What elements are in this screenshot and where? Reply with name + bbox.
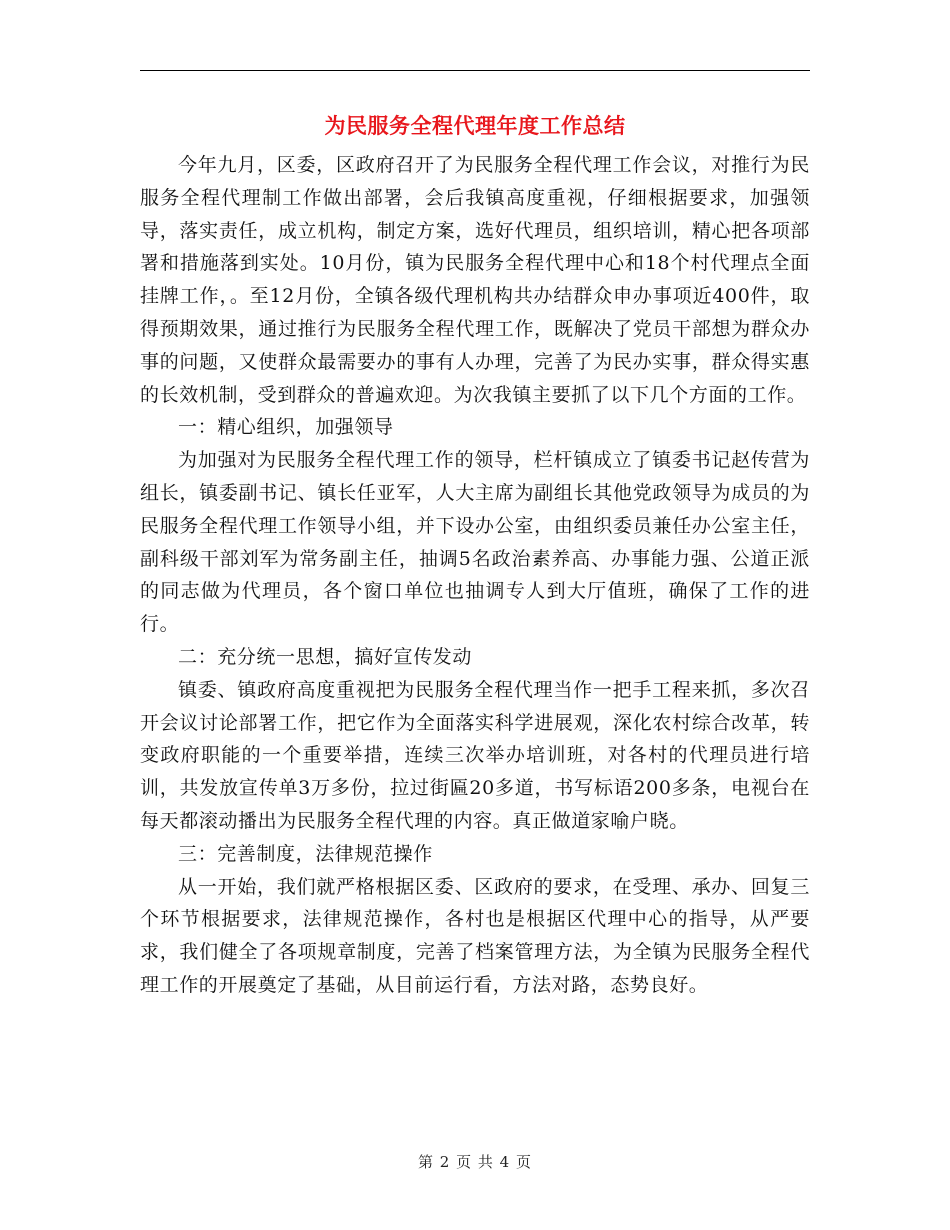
paragraph-section-1: 为加强对为民服务全程代理工作的领导，栏杆镇成立了镇委书记赵传营为组长，镇委副书记、镇长任亚军，人大主席为副组长其他党政领导为成员的为民服务全程代理工作领导小组，并下设办公室，由组织委员兼任办公室主任，副科级干部刘军为常务副主任，抽调5名政治素养高、办事能力强、公道正派的同志做为代理员，各个窗口单位也抽调专人到大厅值班，确保了工作的进行。 <box>140 449 810 636</box>
paragraph-section-2: 镇委、镇政府高度重视把为民服务全程代理当作一把手工程来抓，多次召开会议讨论部署工作，把它作为全面落实科学进展观，深化农村综合改革，转变政府职能的一个重要举措，连续三次举办培训班，对各村的代理员进行培训，共发放宣传单3万多份，拉过街匾20多道，书写标语200多条，电视台在每天都滚动播出为民服务全程代理的内容。真正做道家喻户晓。 <box>140 678 810 832</box>
section-heading-2: 二：充分统一思想，搞好宣传发动 <box>178 645 473 668</box>
section-heading-1: 一：精心组织，加强领导 <box>178 416 394 439</box>
section-heading-3: 三：完善制度，法律规范操作 <box>178 842 433 865</box>
document-title: 为民服务全程代理年度工作总结 <box>324 114 626 138</box>
page-number: 第 2 页 共 4 页 <box>418 1153 532 1171</box>
document-body <box>140 149 810 1002</box>
header-rule <box>140 70 810 71</box>
paragraph-section-3: 从一开始，我们就严格根据区委、区政府的要求，在受理、承办、回复三个环节根据要求，法律规范操作，各村也是根据区代理中心的指导，从严要求，我们健全了各项规章制度，完善了档案管理方法，为全镇为民服务全程代理工作的开展奠定了基础，从目前运行看，方法对路，态势良好。 <box>140 875 810 996</box>
paragraph-intro: 今年九月，区委，区政府召开了为民服务全程代理工作会议，对推行为民服务全程代理制工作做出部署，会后我镇高度重视，仔细根据要求，加强领导，落实责任，成立机构，制定方案，选好代理员，组织培训，精心把各项部署和措施落到实处。10月份，镇为民服务全程代理中心和18个村代理点全面挂牌工作，。至12月份，全镇各级代理机构共办结群众申办事项近400件，取得预期效果，通过推行为民服务全程代理工作，既解决了党员干部想为群众办事的问题，又使群众最需要办的事有人办理，完善了为民办实事，群众得实惠的长效机制，受到群众的普遍欢迎。为次我镇主要抓了以下几个方面的工作。 <box>140 154 810 406</box>
